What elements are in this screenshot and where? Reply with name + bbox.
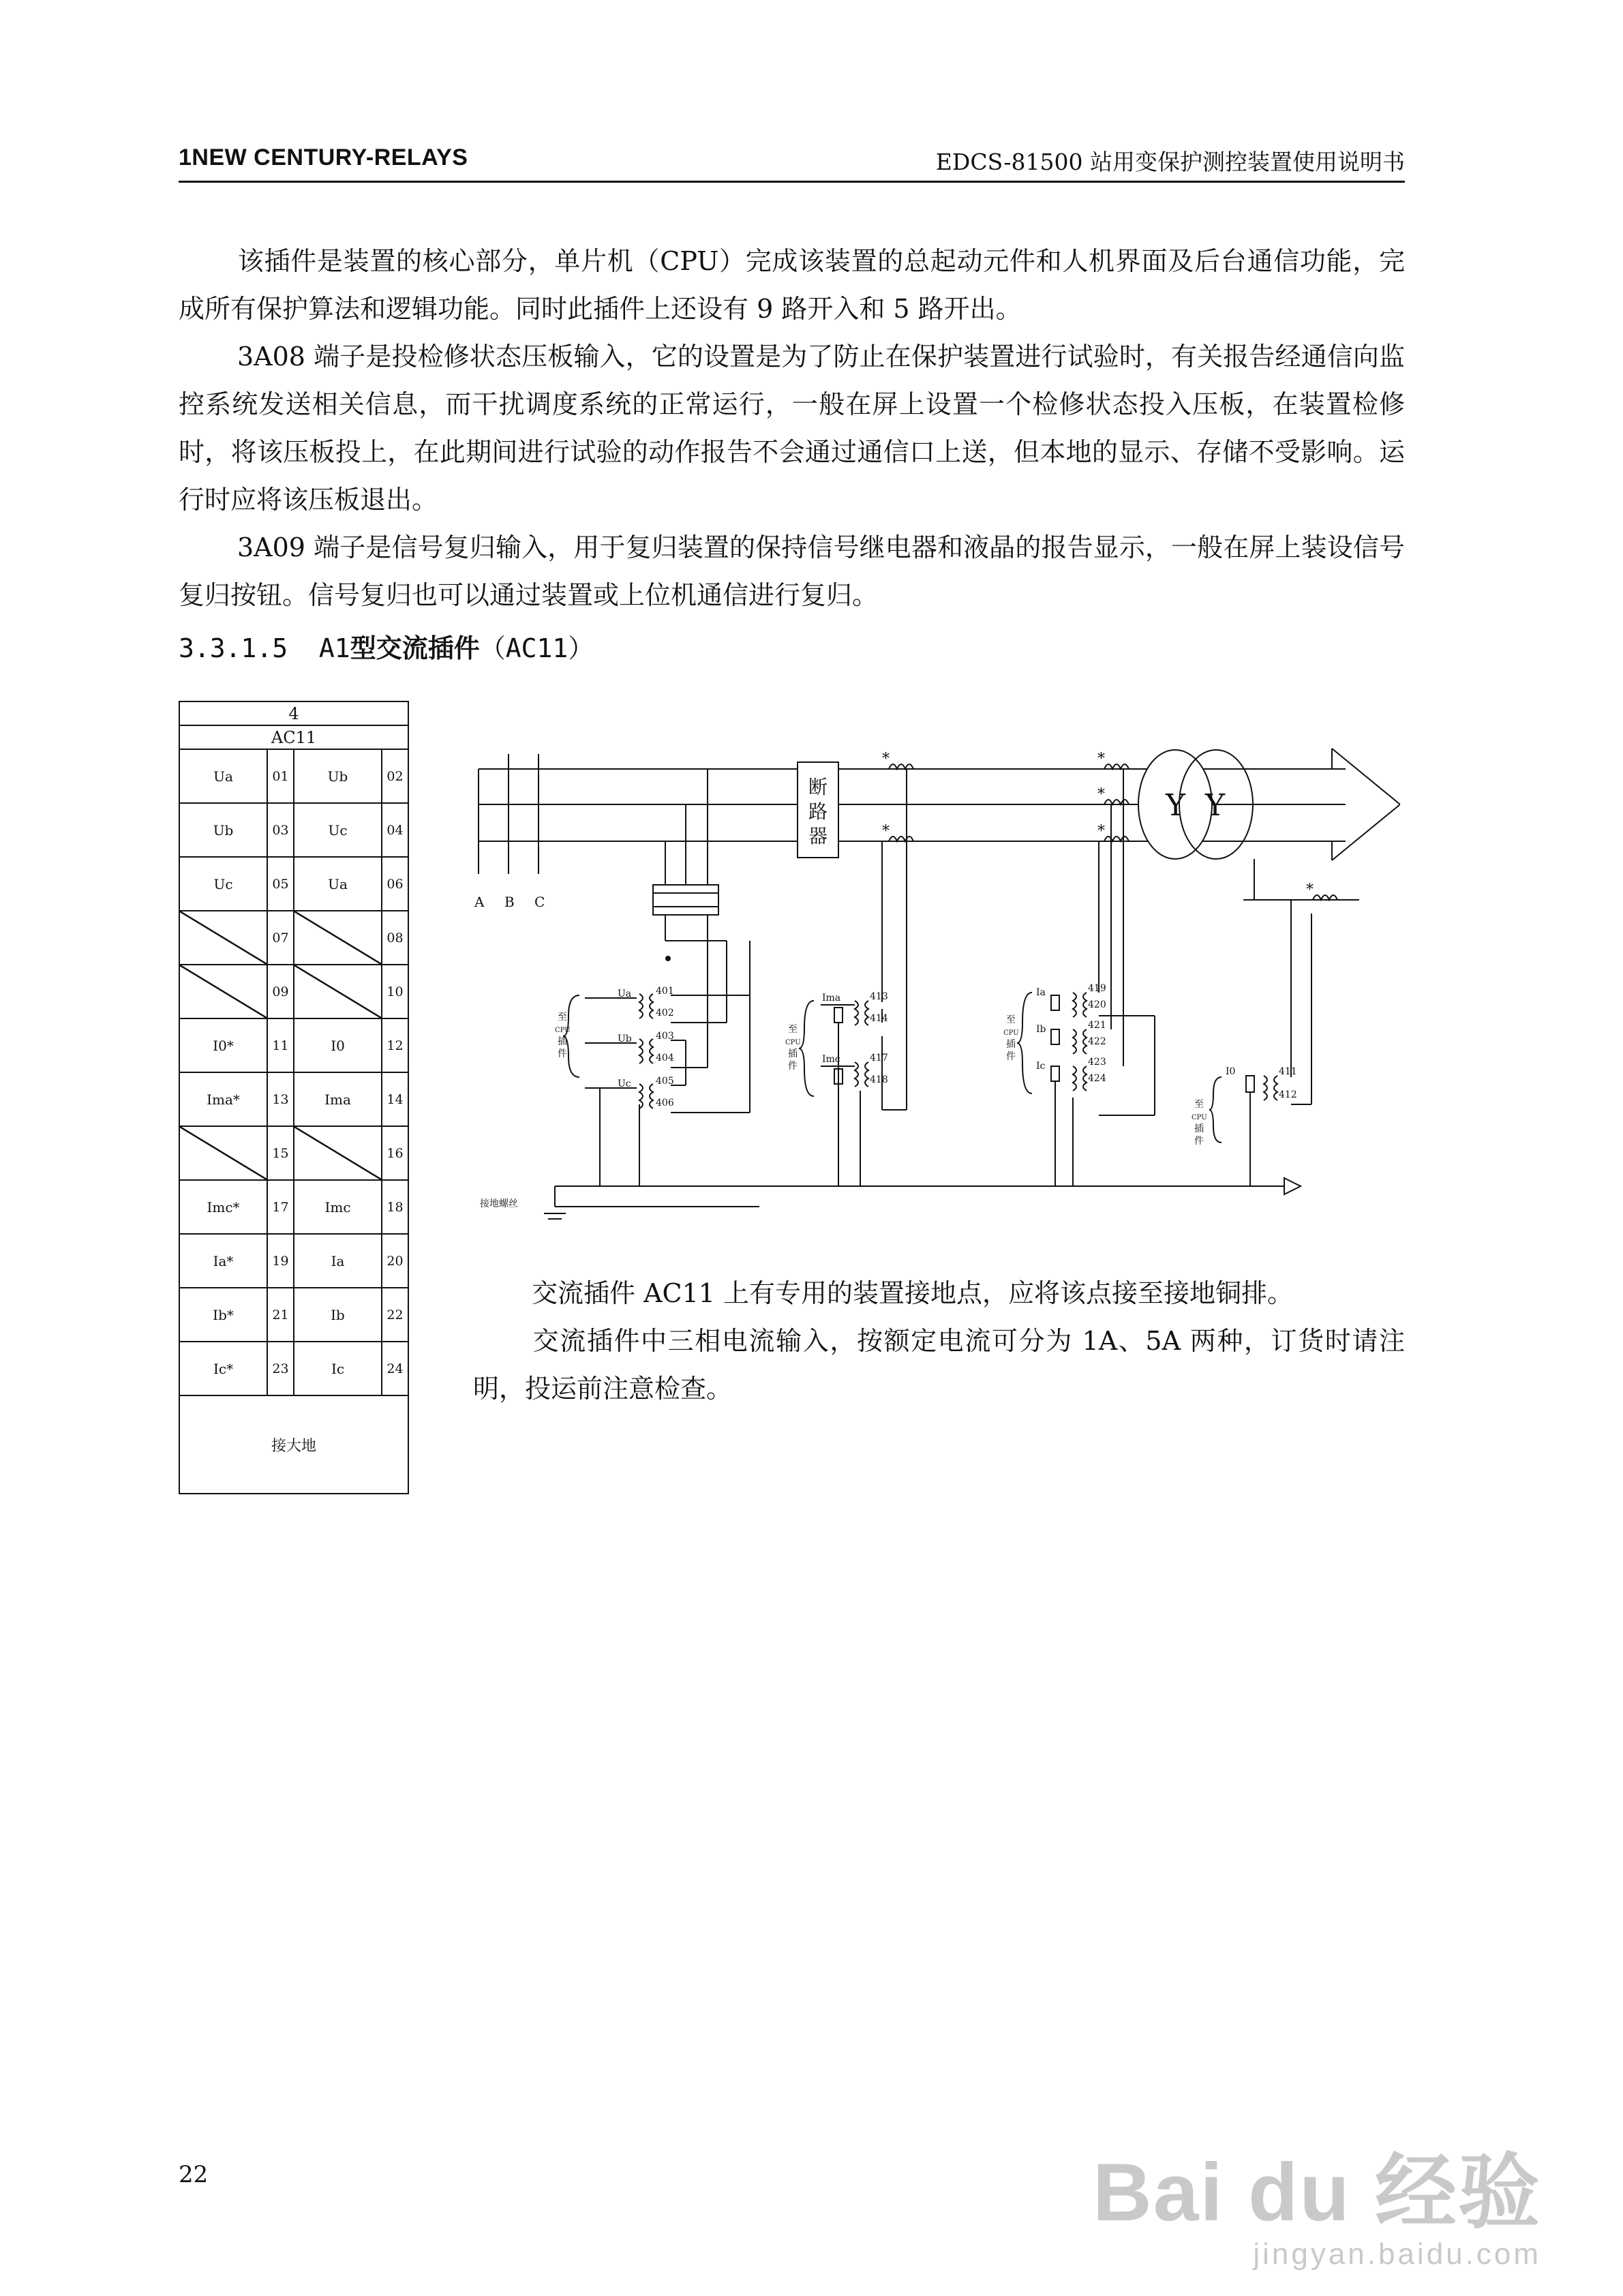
slot-number: 4 (179, 701, 408, 725)
input-imc: Imc (822, 1054, 840, 1065)
terminal-row (179, 965, 408, 1018)
to-cpu-label-3b: 插 (788, 1048, 798, 1059)
to-cpu-label-3c: 插 (1006, 1039, 1016, 1050)
terminal-number: 03 (267, 803, 294, 857)
transformer-secondary-winding: Y (1205, 788, 1226, 823)
terminal-label: Ia* (179, 1234, 267, 1288)
ground-terminal: 接大地 (179, 1395, 408, 1494)
watermark-brand: Bai du 经验 (1092, 2147, 1541, 2238)
terminal-label: Ia (294, 1234, 382, 1288)
terminal-number: 06 (382, 857, 408, 911)
watermark-url: jingyan.baidu.com (1253, 2237, 1541, 2271)
phase-a-label: A (474, 894, 485, 910)
to-cpu-label-4c: 件 (1006, 1051, 1016, 1062)
terminal-number: 15 (267, 1126, 294, 1180)
input-i0: I0 (1226, 1066, 1236, 1077)
terminal-label: Imc (294, 1180, 382, 1234)
input-ua: Ua (618, 988, 632, 999)
terminal-row (179, 1072, 408, 1126)
terminal-label (294, 965, 382, 1018)
pin-422: 422 (1088, 1036, 1106, 1047)
terminal-label: Ib* (179, 1288, 267, 1342)
header-rule (179, 181, 1405, 183)
terminal-label (294, 1126, 382, 1180)
terminal-row (179, 1342, 408, 1395)
terminal-number: 19 (267, 1234, 294, 1288)
pin-412: 412 (1279, 1089, 1297, 1100)
terminal-number: 11 (267, 1018, 294, 1072)
to-cpu-label-1c: 至 (1006, 1014, 1016, 1025)
terminal-number: 12 (382, 1018, 408, 1072)
svg-text:*: * (882, 751, 890, 768)
terminal-label (294, 911, 382, 965)
pin-419: 419 (1088, 983, 1106, 994)
phase-c-label: C (534, 894, 545, 910)
pin-404: 404 (656, 1053, 674, 1063)
pin-423: 423 (1088, 1057, 1106, 1068)
svg-text:*: * (1097, 751, 1105, 768)
to-cpu-label-1b: 至 (788, 1024, 798, 1035)
input-uc: Uc (618, 1078, 631, 1089)
header-right: EDCS-81500 站用变保护测控装置使用说明书 (935, 149, 1405, 175)
pin-405: 405 (656, 1076, 674, 1087)
terminal-number: 17 (267, 1180, 294, 1234)
terminal-label (179, 965, 267, 1018)
terminal-row (179, 1288, 408, 1342)
terminal-label: Imc* (179, 1180, 267, 1234)
input-ub: Ub (618, 1033, 632, 1044)
input-ia: Ia (1036, 987, 1046, 998)
terminal-number: 01 (267, 749, 294, 803)
terminal-number: 09 (267, 965, 294, 1018)
svg-text:*: * (882, 823, 890, 840)
breaker-char-3: 器 (808, 825, 828, 847)
to-cpu-label-2d: CPU (1192, 1114, 1207, 1121)
terminal-label: Uc (294, 803, 382, 857)
terminal-row (179, 803, 408, 857)
phase-b-label: B (504, 894, 515, 910)
svg-text:*: * (1306, 881, 1314, 898)
to-cpu-label-1d: 至 (1194, 1099, 1204, 1110)
terminal-row (179, 1126, 408, 1180)
baidu-watermark (1093, 2127, 1541, 2271)
wiring-diagram (473, 736, 1400, 1227)
pin-417: 417 (870, 1053, 888, 1063)
paragraph-2: 3A08 端子是投检修状态压板输入，它的设置是为了防止在保护装置进行试验时，有关报告经通信向监控系统发送相关信息，而干扰调度系统的正常运行，一般在屏上设置一个检修状态投入压板，在装置检修时，将该压板投上，在此期间进行试验的动作报告不会通过通信口上送，但本地的显示、存储不受影响。运行时应将该压板退出。 (179, 342, 1405, 515)
to-cpu-label-4b: 件 (788, 1061, 798, 1072)
pin-418: 418 (870, 1074, 888, 1085)
input-ima: Ima (822, 993, 841, 1003)
terminal-number: 13 (267, 1072, 294, 1126)
section-heading: 3.3.1.5 A1型交流插件（AC11） (179, 633, 594, 663)
breaker-char-1: 断 (808, 776, 828, 798)
terminal-label: Ua (294, 857, 382, 911)
to-cpu-label-2c: CPU (1003, 1029, 1019, 1037)
breaker-char-2: 路 (808, 800, 828, 823)
terminal-number: 08 (382, 911, 408, 965)
to-cpu-label-3d: 插 (1194, 1123, 1204, 1134)
terminal-number: 07 (267, 911, 294, 965)
to-cpu-label-3: 插 (558, 1036, 567, 1047)
to-cpu-label-2b: CPU (785, 1039, 801, 1046)
terminal-label: Ima (294, 1072, 382, 1126)
terminal-number: 14 (382, 1072, 408, 1126)
terminal-label: Ima* (179, 1072, 267, 1126)
terminal-row (179, 857, 408, 911)
caption-2: 交流插件中三相电流输入，按额定电流可分为 1A、5A 两种，订货时请注明，投运前注意检查。 (473, 1326, 1405, 1404)
page-number: 22 (179, 2161, 209, 2188)
terminal-label: Ub (294, 749, 382, 803)
pin-420: 420 (1088, 999, 1106, 1010)
terminal-label: Uc (179, 857, 267, 911)
paragraph-1: 该插件是装置的核心部分，单片机（CPU）完成该装置的总起动元件和人机界面及后台通信功能，完成所有保护算法和逻辑功能。同时此插件上还设有 9 路开入和 5 路开出。 (179, 246, 1405, 324)
pin-403: 403 (656, 1031, 674, 1042)
terminal-number: 22 (382, 1288, 408, 1342)
terminal-number: 10 (382, 965, 408, 1018)
terminal-label: I0* (179, 1018, 267, 1072)
terminal-label: Ic* (179, 1342, 267, 1395)
terminal-label: Ib (294, 1288, 382, 1342)
header-left: 1NEW CENTURY-RELAYS (179, 145, 468, 170)
to-cpu-label-2: CPU (555, 1027, 571, 1034)
pin-413: 413 (870, 991, 888, 1002)
terminal-table (179, 701, 409, 1494)
terminal-label: Ub (179, 803, 267, 857)
terminal-number: 05 (267, 857, 294, 911)
svg-text:*: * (1097, 823, 1105, 840)
transformer-primary-winding: Y (1166, 788, 1186, 823)
terminal-label: Ic (294, 1342, 382, 1395)
paragraph-3: 3A09 端子是信号复归输入，用于复归装置的保持信号继电器和液晶的报告显示，一般在屏上装设信号复归按钮。信号复归也可以通过装置或上位机通信进行复归。 (179, 532, 1405, 610)
terminal-number: 21 (267, 1288, 294, 1342)
terminal-row (179, 1234, 408, 1288)
terminal-row (179, 1180, 408, 1234)
terminal-number: 16 (382, 1126, 408, 1180)
pin-406: 406 (656, 1098, 674, 1108)
terminal-label: Ua (179, 749, 267, 803)
terminal-number: 23 (267, 1342, 294, 1395)
terminal-number: 04 (382, 803, 408, 857)
terminal-number: 18 (382, 1180, 408, 1234)
terminal-number: 02 (382, 749, 408, 803)
to-cpu-label-4: 件 (558, 1048, 567, 1059)
pin-411: 411 (1279, 1066, 1297, 1077)
terminal-label: I0 (294, 1018, 382, 1072)
terminal-number: 24 (382, 1342, 408, 1395)
input-ic: Ic (1036, 1061, 1046, 1072)
terminal-label (179, 911, 267, 965)
to-cpu-label-1: 至 (558, 1012, 567, 1023)
ground-screw-label: 接地螺丝 (480, 1198, 518, 1209)
terminal-row (179, 1018, 408, 1072)
terminal-label (179, 1126, 267, 1180)
pin-414: 414 (870, 1013, 888, 1024)
pin-402: 402 (656, 1008, 674, 1018)
terminal-row (179, 911, 408, 965)
to-cpu-label-4d: 件 (1194, 1136, 1204, 1147)
pin-421: 421 (1088, 1020, 1106, 1031)
svg-text:*: * (1097, 786, 1105, 803)
caption-1: 交流插件 AC11 上有专用的装置接地点，应将该点接至接地铜排。 (532, 1278, 1294, 1308)
terminal-number: 20 (382, 1234, 408, 1288)
plugin-name: AC11 (179, 725, 408, 749)
pin-424: 424 (1088, 1073, 1106, 1084)
terminal-row (179, 749, 408, 803)
input-ib: Ib (1036, 1024, 1046, 1035)
pin-401: 401 (656, 986, 674, 997)
